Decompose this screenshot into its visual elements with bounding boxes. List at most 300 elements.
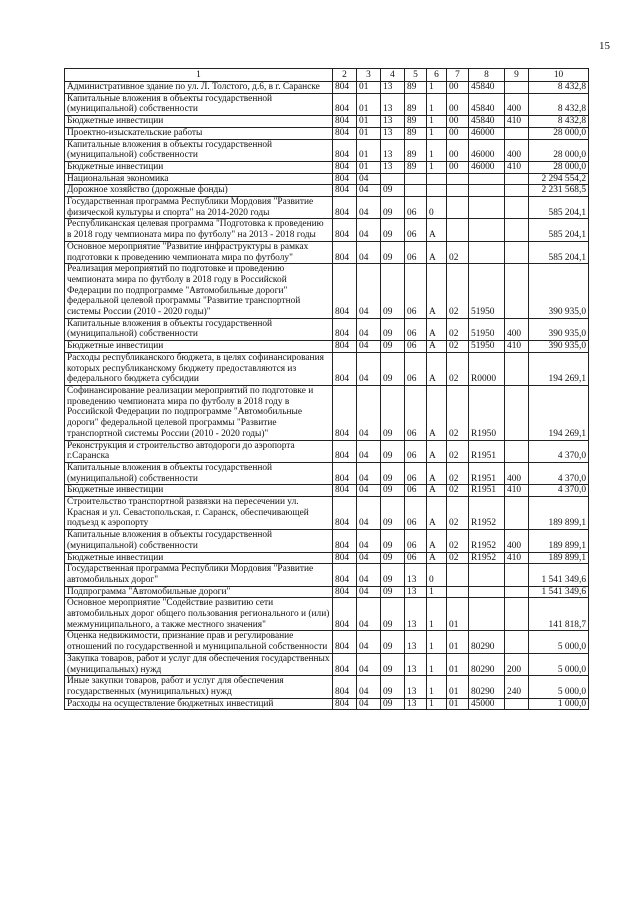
- cell-admin-code: 804: [333, 586, 357, 598]
- cell-amount: 5 000,0: [529, 631, 589, 653]
- cell-subprogram-code: А: [427, 440, 447, 462]
- cell-direction-code: 45840: [469, 93, 505, 115]
- cell-direction-code: [469, 219, 505, 241]
- cell-amount: 1 541 349,6: [529, 564, 589, 586]
- table-row: [65, 264, 589, 319]
- cell-admin-code: 804: [333, 352, 357, 385]
- table-row: [65, 93, 589, 115]
- cell-direction-code: [469, 598, 505, 631]
- cell-subprogram-code: 1: [427, 698, 447, 710]
- cell-program-code: 06: [405, 485, 427, 497]
- cell-event-code: 02: [447, 530, 469, 552]
- cell-subsection-code: 13: [381, 127, 405, 139]
- cell-program-code: 06: [405, 318, 427, 340]
- cell-program-code: 89: [405, 139, 427, 161]
- column-header: 8: [469, 69, 505, 82]
- cell-section-code: 01: [357, 93, 381, 115]
- cell-direction-code: 45840: [469, 82, 505, 94]
- cell-subsection-code: 09: [381, 631, 405, 653]
- cell-admin-code: 804: [333, 197, 357, 219]
- cell-program-code: 06: [405, 197, 427, 219]
- cell-amount: 390 935,0: [529, 264, 589, 319]
- cell-event-code: 01: [447, 598, 469, 631]
- cell-section-code: 04: [357, 485, 381, 497]
- cell-item-name: Основное мероприятие "Развитие инфраструктуры в рамках подготовки к проведению чемпионата мира по футболу": [65, 241, 333, 263]
- cell-program-code: [405, 185, 427, 197]
- cell-program-code: 06: [405, 497, 427, 530]
- cell-subsection-code: 09: [381, 219, 405, 241]
- cell-item-name: Реализация мероприятий по подготовке и проведению чемпионата мира по футболу в 2018 году в Российской Федерации по подпрограмме "Автомобильные дороги" федеральной целевой программы "Развитие транспортной системы России (2010 - 2020 годы)": [65, 264, 333, 319]
- cell-subprogram-code: А: [427, 241, 447, 263]
- cell-item-name: Капитальные вложения в объекты государственной (муниципальной) собственности: [65, 318, 333, 340]
- cell-amount: 4 370,0: [529, 462, 589, 484]
- cell-section-code: 04: [357, 497, 381, 530]
- cell-program-code: 13: [405, 631, 427, 653]
- cell-subprogram-code: [427, 185, 447, 197]
- cell-expense-type-code: [505, 241, 529, 263]
- cell-item-name: Проектно-изыскательские работы: [65, 127, 333, 139]
- cell-subprogram-code: А: [427, 341, 447, 353]
- cell-section-code: 04: [357, 631, 381, 653]
- cell-subsection-code: 09: [381, 341, 405, 353]
- cell-direction-code: 51950: [469, 318, 505, 340]
- cell-event-code: 01: [447, 653, 469, 675]
- table-row: [65, 631, 589, 653]
- cell-subsection-code: 09: [381, 676, 405, 698]
- cell-subprogram-code: 1: [427, 127, 447, 139]
- cell-item-name: Капитальные вложения в объекты государственной (муниципальной) собственности: [65, 530, 333, 552]
- cell-subprogram-code: [427, 173, 447, 185]
- cell-section-code: 04: [357, 219, 381, 241]
- cell-subprogram-code: 1: [427, 676, 447, 698]
- table-row: [65, 116, 589, 128]
- cell-event-code: 02: [447, 352, 469, 385]
- cell-expense-type-code: 400: [505, 139, 529, 161]
- cell-direction-code: [469, 197, 505, 219]
- cell-subprogram-code: 1: [427, 116, 447, 128]
- cell-event-code: 01: [447, 631, 469, 653]
- cell-event-code: 02: [447, 264, 469, 319]
- cell-direction-code: 45840: [469, 116, 505, 128]
- cell-amount: 390 935,0: [529, 318, 589, 340]
- cell-amount: 8 432,8: [529, 82, 589, 94]
- table-row: [65, 161, 589, 173]
- table-row: [65, 462, 589, 484]
- cell-admin-code: 804: [333, 161, 357, 173]
- table-row: [65, 197, 589, 219]
- table-row: [65, 185, 589, 197]
- cell-amount: 585 204,1: [529, 219, 589, 241]
- cell-direction-code: 46000: [469, 161, 505, 173]
- cell-event-code: 02: [447, 462, 469, 484]
- cell-program-code: 13: [405, 564, 427, 586]
- cell-program-code: 89: [405, 161, 427, 173]
- column-header: 6: [427, 69, 447, 82]
- cell-admin-code: 804: [333, 241, 357, 263]
- cell-direction-code: [469, 564, 505, 586]
- column-header: 5: [405, 69, 427, 82]
- cell-expense-type-code: [505, 219, 529, 241]
- cell-event-code: 02: [447, 552, 469, 564]
- cell-program-code: 89: [405, 127, 427, 139]
- cell-expense-type-code: [505, 352, 529, 385]
- cell-event-code: [447, 219, 469, 241]
- cell-admin-code: 804: [333, 318, 357, 340]
- column-header: 3: [357, 69, 381, 82]
- table-row: [65, 485, 589, 497]
- cell-expense-type-code: [505, 497, 529, 530]
- cell-item-name: Капитальные вложения в объекты государственной (муниципальной) собственности: [65, 462, 333, 484]
- cell-event-code: [447, 185, 469, 197]
- cell-subsection-code: [381, 173, 405, 185]
- cell-subsection-code: 09: [381, 385, 405, 440]
- cell-admin-code: 804: [333, 116, 357, 128]
- cell-subprogram-code: 1: [427, 631, 447, 653]
- cell-program-code: 06: [405, 440, 427, 462]
- cell-subsection-code: 09: [381, 462, 405, 484]
- cell-section-code: 04: [357, 318, 381, 340]
- cell-subsection-code: 09: [381, 564, 405, 586]
- cell-program-code: 89: [405, 116, 427, 128]
- cell-program-code: 13: [405, 586, 427, 598]
- cell-section-code: 01: [357, 139, 381, 161]
- cell-admin-code: 804: [333, 631, 357, 653]
- cell-section-code: 04: [357, 241, 381, 263]
- cell-expense-type-code: 400: [505, 530, 529, 552]
- cell-item-name: Закупка товаров, работ и услуг для обеспечения государственных (муниципальных) нужд: [65, 653, 333, 675]
- cell-subsection-code: 09: [381, 185, 405, 197]
- table-row: [65, 341, 589, 353]
- cell-admin-code: 804: [333, 497, 357, 530]
- cell-amount: 5 000,0: [529, 676, 589, 698]
- cell-admin-code: 804: [333, 93, 357, 115]
- column-header: 1: [65, 69, 333, 82]
- cell-section-code: 04: [357, 173, 381, 185]
- cell-section-code: 04: [357, 698, 381, 710]
- page-number: 15: [599, 40, 610, 52]
- cell-expense-type-code: 410: [505, 552, 529, 564]
- cell-item-name: Капитальные вложения в объекты государственной (муниципальной) собственности: [65, 139, 333, 161]
- table-row: [65, 497, 589, 530]
- table-row: [65, 241, 589, 263]
- cell-subsection-code: 09: [381, 197, 405, 219]
- cell-admin-code: 804: [333, 127, 357, 139]
- column-header: 7: [447, 69, 469, 82]
- cell-event-code: 02: [447, 497, 469, 530]
- cell-program-code: 13: [405, 698, 427, 710]
- cell-event-code: 00: [447, 139, 469, 161]
- cell-direction-code: 45000: [469, 698, 505, 710]
- cell-direction-code: 80290: [469, 676, 505, 698]
- cell-section-code: 04: [357, 653, 381, 675]
- cell-direction-code: [469, 173, 505, 185]
- cell-item-name: Бюджетные инвестиции: [65, 485, 333, 497]
- table-row: [65, 653, 589, 675]
- cell-subprogram-code: А: [427, 485, 447, 497]
- cell-event-code: 02: [447, 485, 469, 497]
- cell-section-code: 01: [357, 161, 381, 173]
- cell-event-code: 00: [447, 116, 469, 128]
- cell-item-name: Основное мероприятие "Содействие развитию сети автомобильных дорог общего пользования регионального и (или) межмуниципального, а также местного значения": [65, 598, 333, 631]
- column-number-row: [65, 69, 589, 82]
- cell-item-name: Бюджетные инвестиции: [65, 116, 333, 128]
- cell-section-code: 04: [357, 352, 381, 385]
- cell-direction-code: [469, 586, 505, 598]
- cell-subsection-code: 09: [381, 440, 405, 462]
- cell-subsection-code: 09: [381, 698, 405, 710]
- cell-program-code: 13: [405, 676, 427, 698]
- cell-event-code: 00: [447, 127, 469, 139]
- cell-section-code: 01: [357, 116, 381, 128]
- cell-subsection-code: 09: [381, 653, 405, 675]
- cell-direction-code: R1952: [469, 497, 505, 530]
- cell-admin-code: 804: [333, 385, 357, 440]
- cell-admin-code: 804: [333, 653, 357, 675]
- cell-section-code: 04: [357, 552, 381, 564]
- cell-expense-type-code: [505, 564, 529, 586]
- table-row: [65, 552, 589, 564]
- cell-section-code: 04: [357, 440, 381, 462]
- cell-section-code: 04: [357, 264, 381, 319]
- cell-subprogram-code: А: [427, 318, 447, 340]
- cell-direction-code: 51950: [469, 341, 505, 353]
- cell-event-code: 01: [447, 676, 469, 698]
- cell-amount: 194 269,1: [529, 385, 589, 440]
- cell-admin-code: 804: [333, 564, 357, 586]
- cell-program-code: 89: [405, 82, 427, 94]
- cell-program-code: 06: [405, 341, 427, 353]
- table-row: [65, 318, 589, 340]
- cell-admin-code: 804: [333, 219, 357, 241]
- cell-admin-code: 804: [333, 485, 357, 497]
- column-header: 9: [505, 69, 529, 82]
- cell-admin-code: 804: [333, 173, 357, 185]
- cell-amount: 28 000,0: [529, 139, 589, 161]
- budget-table: [64, 68, 589, 710]
- cell-expense-type-code: 410: [505, 485, 529, 497]
- cell-event-code: 00: [447, 161, 469, 173]
- cell-subprogram-code: 0: [427, 197, 447, 219]
- cell-item-name: Бюджетные инвестиции: [65, 161, 333, 173]
- cell-event-code: [447, 197, 469, 219]
- cell-subprogram-code: 1: [427, 82, 447, 94]
- cell-item-name: Дорожное хозяйство (дорожные фонды): [65, 185, 333, 197]
- cell-amount: 28 000,0: [529, 127, 589, 139]
- cell-program-code: 06: [405, 462, 427, 484]
- cell-item-name: Бюджетные инвестиции: [65, 341, 333, 353]
- table-row: [65, 440, 589, 462]
- cell-section-code: 04: [357, 385, 381, 440]
- cell-expense-type-code: 410: [505, 116, 529, 128]
- cell-item-name: Государственная программа Республики Мордовия "Развитие физической культуры и спорта" на 2014-2020 годы: [65, 197, 333, 219]
- cell-subsection-code: 09: [381, 497, 405, 530]
- cell-subprogram-code: А: [427, 219, 447, 241]
- cell-subsection-code: 09: [381, 530, 405, 552]
- cell-program-code: 06: [405, 241, 427, 263]
- cell-direction-code: R0000: [469, 352, 505, 385]
- table-row: [65, 352, 589, 385]
- cell-admin-code: 804: [333, 462, 357, 484]
- cell-event-code: 00: [447, 82, 469, 94]
- cell-subsection-code: 13: [381, 161, 405, 173]
- cell-event-code: 01: [447, 698, 469, 710]
- cell-subsection-code: 13: [381, 116, 405, 128]
- cell-item-name: Расходы республиканского бюджета, в целях софинансирования которых республиканскому бюджету предоставляются из федерального бюджета субсидии: [65, 352, 333, 385]
- cell-item-name: Оценка недвижимости, признание прав и регулирование отношений по государственной и муниципальной собственности: [65, 631, 333, 653]
- cell-program-code: [405, 173, 427, 185]
- cell-subprogram-code: А: [427, 385, 447, 440]
- cell-amount: 28 000,0: [529, 161, 589, 173]
- cell-section-code: 04: [357, 564, 381, 586]
- cell-expense-type-code: [505, 698, 529, 710]
- cell-subprogram-code: 1: [427, 93, 447, 115]
- cell-expense-type-code: 200: [505, 653, 529, 675]
- cell-item-name: Капитальные вложения в объекты государственной (муниципальной) собственности: [65, 93, 333, 115]
- cell-event-code: 02: [447, 241, 469, 263]
- cell-amount: 585 204,1: [529, 241, 589, 263]
- cell-expense-type-code: 400: [505, 462, 529, 484]
- cell-amount: 1 000,0: [529, 698, 589, 710]
- column-header: 2: [333, 69, 357, 82]
- cell-expense-type-code: [505, 631, 529, 653]
- cell-section-code: 04: [357, 462, 381, 484]
- cell-subsection-code: 13: [381, 93, 405, 115]
- cell-subprogram-code: 1: [427, 139, 447, 161]
- cell-admin-code: 804: [333, 440, 357, 462]
- cell-direction-code: 51950: [469, 264, 505, 319]
- table-row: [65, 385, 589, 440]
- cell-admin-code: 804: [333, 530, 357, 552]
- cell-subprogram-code: А: [427, 530, 447, 552]
- cell-admin-code: 804: [333, 264, 357, 319]
- cell-subsection-code: 09: [381, 352, 405, 385]
- cell-direction-code: R1951: [469, 485, 505, 497]
- table-row: [65, 82, 589, 94]
- cell-section-code: 04: [357, 676, 381, 698]
- cell-admin-code: 804: [333, 341, 357, 353]
- cell-section-code: 04: [357, 197, 381, 219]
- cell-direction-code: R1951: [469, 462, 505, 484]
- cell-expense-type-code: 410: [505, 341, 529, 353]
- cell-direction-code: 46000: [469, 127, 505, 139]
- cell-expense-type-code: [505, 82, 529, 94]
- cell-event-code: 02: [447, 385, 469, 440]
- cell-expense-type-code: [505, 264, 529, 319]
- table-row: [65, 219, 589, 241]
- cell-direction-code: [469, 241, 505, 263]
- table-row: [65, 676, 589, 698]
- cell-amount: 189 899,1: [529, 552, 589, 564]
- cell-amount: 5 000,0: [529, 653, 589, 675]
- cell-section-code: 04: [357, 341, 381, 353]
- cell-program-code: 06: [405, 219, 427, 241]
- cell-item-name: Национальная экономика: [65, 173, 333, 185]
- cell-subsection-code: 09: [381, 586, 405, 598]
- cell-subsection-code: 13: [381, 139, 405, 161]
- cell-subprogram-code: А: [427, 462, 447, 484]
- cell-program-code: 89: [405, 93, 427, 115]
- cell-admin-code: 804: [333, 598, 357, 631]
- cell-subsection-code: 13: [381, 82, 405, 94]
- cell-direction-code: [469, 185, 505, 197]
- cell-amount: 194 269,1: [529, 352, 589, 385]
- cell-program-code: 06: [405, 552, 427, 564]
- column-header: 4: [381, 69, 405, 82]
- cell-item-name: Республиканская целевая программа "Подготовка к проведению в 2018 году чемпионата мира по футболу" на 2013 - 2018 годы: [65, 219, 333, 241]
- cell-admin-code: 804: [333, 698, 357, 710]
- table-row: [65, 564, 589, 586]
- cell-item-name: Государственная программа Республики Мордовия "Развитие автомобильных дорог": [65, 564, 333, 586]
- cell-event-code: 00: [447, 93, 469, 115]
- cell-subsection-code: 09: [381, 264, 405, 319]
- cell-admin-code: 804: [333, 676, 357, 698]
- cell-subprogram-code: А: [427, 352, 447, 385]
- cell-item-name: Иные закупки товаров, работ и услуг для обеспечения государственных (муниципальных) нужд: [65, 676, 333, 698]
- cell-event-code: 02: [447, 318, 469, 340]
- cell-expense-type-code: 400: [505, 318, 529, 340]
- cell-subprogram-code: А: [427, 497, 447, 530]
- cell-amount: 8 432,8: [529, 116, 589, 128]
- table-row: [65, 127, 589, 139]
- table-row: [65, 530, 589, 552]
- cell-amount: 2 231 568,5: [529, 185, 589, 197]
- cell-item-name: Строительство транспортной развязки на пересечении ул. Красная и ул. Севастопольская, г. Саранск, обеспечивающей подъезд к аэропорту: [65, 497, 333, 530]
- cell-expense-type-code: [505, 385, 529, 440]
- cell-direction-code: 80290: [469, 653, 505, 675]
- cell-direction-code: 80290: [469, 631, 505, 653]
- cell-subsection-code: 09: [381, 598, 405, 631]
- cell-subprogram-code: А: [427, 264, 447, 319]
- table-row: [65, 698, 589, 710]
- cell-expense-type-code: 400: [505, 93, 529, 115]
- cell-subprogram-code: А: [427, 552, 447, 564]
- cell-item-name: Бюджетные инвестиции: [65, 552, 333, 564]
- cell-program-code: 06: [405, 385, 427, 440]
- cell-amount: 189 899,1: [529, 497, 589, 530]
- cell-amount: 390 935,0: [529, 341, 589, 353]
- cell-section-code: 04: [357, 530, 381, 552]
- cell-item-name: Расходы на осуществление бюджетных инвестиций: [65, 698, 333, 710]
- cell-subsection-code: 09: [381, 485, 405, 497]
- cell-event-code: [447, 586, 469, 598]
- cell-direction-code: R1952: [469, 552, 505, 564]
- cell-expense-type-code: [505, 173, 529, 185]
- cell-section-code: 04: [357, 598, 381, 631]
- cell-expense-type-code: [505, 197, 529, 219]
- cell-section-code: 04: [357, 185, 381, 197]
- cell-subsection-code: 09: [381, 241, 405, 263]
- cell-section-code: 01: [357, 127, 381, 139]
- cell-amount: 4 370,0: [529, 440, 589, 462]
- cell-direction-code: R1950: [469, 385, 505, 440]
- cell-program-code: 13: [405, 598, 427, 631]
- cell-amount: 4 370,0: [529, 485, 589, 497]
- cell-admin-code: 804: [333, 185, 357, 197]
- cell-subprogram-code: 1: [427, 653, 447, 675]
- cell-program-code: 13: [405, 653, 427, 675]
- cell-event-code: 02: [447, 440, 469, 462]
- cell-event-code: 02: [447, 341, 469, 353]
- cell-expense-type-code: [505, 127, 529, 139]
- cell-subprogram-code: 0: [427, 564, 447, 586]
- cell-direction-code: R1952: [469, 530, 505, 552]
- cell-item-name: Подпрограмма "Автомобильные дороги": [65, 586, 333, 598]
- cell-amount: 585 204,1: [529, 197, 589, 219]
- cell-direction-code: R1951: [469, 440, 505, 462]
- cell-section-code: 01: [357, 82, 381, 94]
- cell-program-code: 06: [405, 352, 427, 385]
- cell-admin-code: 804: [333, 552, 357, 564]
